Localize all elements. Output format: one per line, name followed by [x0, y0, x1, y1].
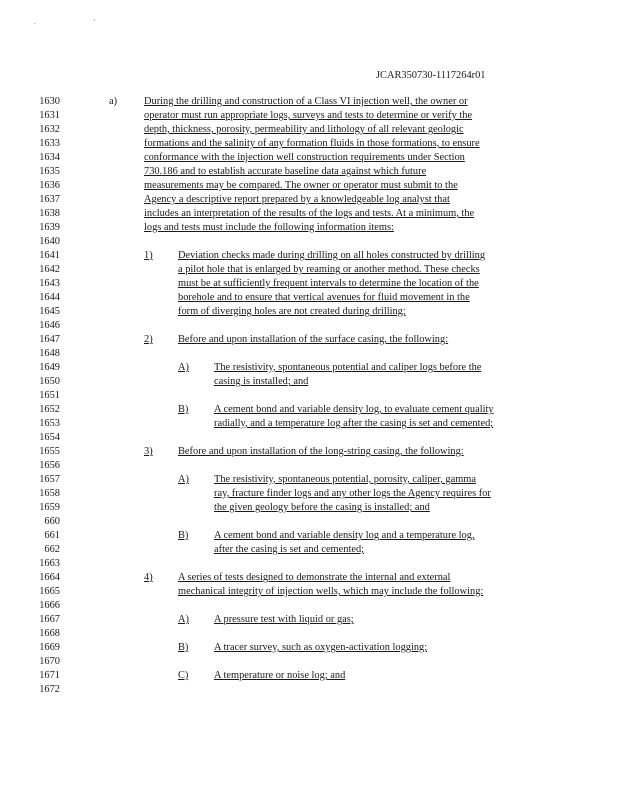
line-number: 662	[44, 544, 60, 555]
line-number: 1632	[39, 124, 60, 135]
subsection-a-text: During the drilling and construction of a Class VI injection well, the owner or	[144, 96, 468, 107]
item-2b-text: A cement bond and variable density log, to evaluate cement quality	[214, 404, 494, 415]
line-number: 1642	[39, 264, 60, 275]
item-2b-text: radially, and a temperature log after the casing is set and cemented;	[214, 418, 494, 429]
item-2a-text: The resistivity, spontaneous potential and caliper logs before the	[214, 362, 482, 373]
line-number: 1648	[39, 348, 60, 359]
subsection-a-label: a)	[109, 96, 118, 107]
subsection-a-text: logs and tests must include the following information items:	[144, 222, 394, 233]
line-number: 1672	[39, 684, 60, 695]
line-number: 1667	[39, 614, 60, 625]
item-2b-label: B)	[178, 404, 189, 415]
line-number: 1641	[39, 250, 60, 261]
document-id: JCAR350730-1117264r01	[376, 70, 486, 81]
subsection-a-text: formations and the salinity of any formation fluids in those formations, to ensure	[144, 138, 480, 149]
line-number: 1633	[39, 138, 60, 149]
item-1-text: borehole and to ensure that vertical avenues for fluid movement in the	[178, 292, 470, 303]
item-2-label: 2)	[144, 334, 153, 345]
line-number: 1631	[39, 110, 60, 121]
item-3-text: Before and upon installation of the long-string casing, the following:	[178, 446, 464, 457]
line-number: 1657	[39, 474, 60, 485]
line-number: 1638	[39, 208, 60, 219]
item-4c-text: A temperature or noise log; and	[214, 670, 346, 681]
line-number: 1670	[39, 656, 60, 667]
item-3-label: 3)	[144, 446, 153, 457]
line-number: 1664	[39, 572, 60, 583]
line-number: 1663	[39, 558, 60, 569]
item-3a-text: The resistivity, spontaneous potential, porosity, caliper, gamma	[214, 474, 476, 485]
item-4b-text: A tracer survey, such as oxygen-activation logging;	[214, 642, 428, 653]
line-number: 661	[44, 530, 60, 541]
line-number: 1655	[39, 446, 60, 457]
line-number: 1651	[39, 390, 60, 401]
subsection-a-text: depth, thickness, porosity, permeability and lithology of all relevant geologic	[144, 124, 464, 135]
item-3a-text: the given geology before the casing is installed; and	[214, 502, 430, 513]
subsection-a-text: operator must run appropriate logs, surveys and tests to determine or verify the	[144, 110, 473, 121]
line-number: 1640	[39, 236, 60, 247]
item-1-label: 1)	[144, 250, 153, 261]
line-number: 1650	[39, 376, 60, 387]
item-4a-text: A pressure test with liquid or gas;	[214, 614, 354, 625]
item-2a-text: casing is installed; and	[214, 376, 309, 387]
item-2a-label: A)	[178, 362, 189, 373]
line-number: 1649	[39, 362, 60, 373]
subsection-a-text: includes an interpretation of the results of the logs and tests. At a minimum, the	[144, 208, 475, 219]
line-number: 1646	[39, 320, 60, 331]
item-4c-label: C)	[178, 670, 189, 681]
line-number: 1652	[39, 404, 60, 415]
subsection-a-text: conformance with the injection well construction requirements under Section	[144, 152, 465, 163]
item-4-text: A series of tests designed to demonstrate the internal and external	[178, 572, 451, 583]
subsection-a-text: measurements may be compared. The owner or operator must submit to the	[144, 180, 458, 191]
subsection-a-text: 730.186 and to establish accurate baseline data against which future	[144, 166, 427, 177]
line-number: 1671	[39, 670, 60, 681]
line-number: 1635	[39, 166, 60, 177]
item-3b-text: A cement bond and variable density log and a temperature log,	[214, 530, 475, 541]
line-number: 1668	[39, 628, 60, 639]
line-number: 1658	[39, 488, 60, 499]
line-number: 1637	[39, 194, 60, 205]
line-number: 1665	[39, 586, 60, 597]
line-number: 1643	[39, 278, 60, 289]
item-1-text: a pilot hole that is enlarged by reaming or another method. These checks	[178, 264, 480, 275]
line-number: 1647	[39, 334, 60, 345]
item-3a-label: A)	[178, 474, 189, 485]
item-4-text: mechanical integrity of injection wells, which may include the following:	[178, 586, 484, 597]
line-number: 660	[44, 516, 60, 527]
corner-marks: . '	[34, 18, 123, 26]
line-number: 1644	[39, 292, 60, 303]
item-4a-label: A)	[178, 614, 189, 625]
line-number: 1639	[39, 222, 60, 233]
item-4b-label: B)	[178, 642, 189, 653]
line-number: 1636	[39, 180, 60, 191]
item-3b-text: after the casing is set and cemented;	[214, 544, 365, 555]
line-number: 1630	[39, 96, 60, 107]
item-3a-text: ray, fracture finder logs and any other logs the Agency requires for	[214, 488, 491, 499]
item-4-label: 4)	[144, 572, 153, 583]
line-number: 1653	[39, 418, 60, 429]
item-3b-label: B)	[178, 530, 189, 541]
item-1-text: must be at sufficiently frequent intervals to determine the location of the	[178, 278, 479, 289]
subsection-a-text: Agency a descriptive report prepared by a knowledgeable log analyst that	[144, 194, 450, 205]
line-number: 1634	[39, 152, 60, 163]
line-number: 1669	[39, 642, 60, 653]
line-number: 1645	[39, 306, 60, 317]
line-number: 1656	[39, 460, 60, 471]
item-1-text: form of diverging holes are not created during drilling;	[178, 306, 406, 317]
item-2-text: Before and upon installation of the surface casing, the following:	[178, 334, 449, 345]
line-number: 1666	[39, 600, 60, 611]
line-number: 1659	[39, 502, 60, 513]
item-1-text: Deviation checks made during drilling on all holes constructed by drilling	[178, 250, 486, 261]
line-number: 1654	[39, 432, 60, 443]
